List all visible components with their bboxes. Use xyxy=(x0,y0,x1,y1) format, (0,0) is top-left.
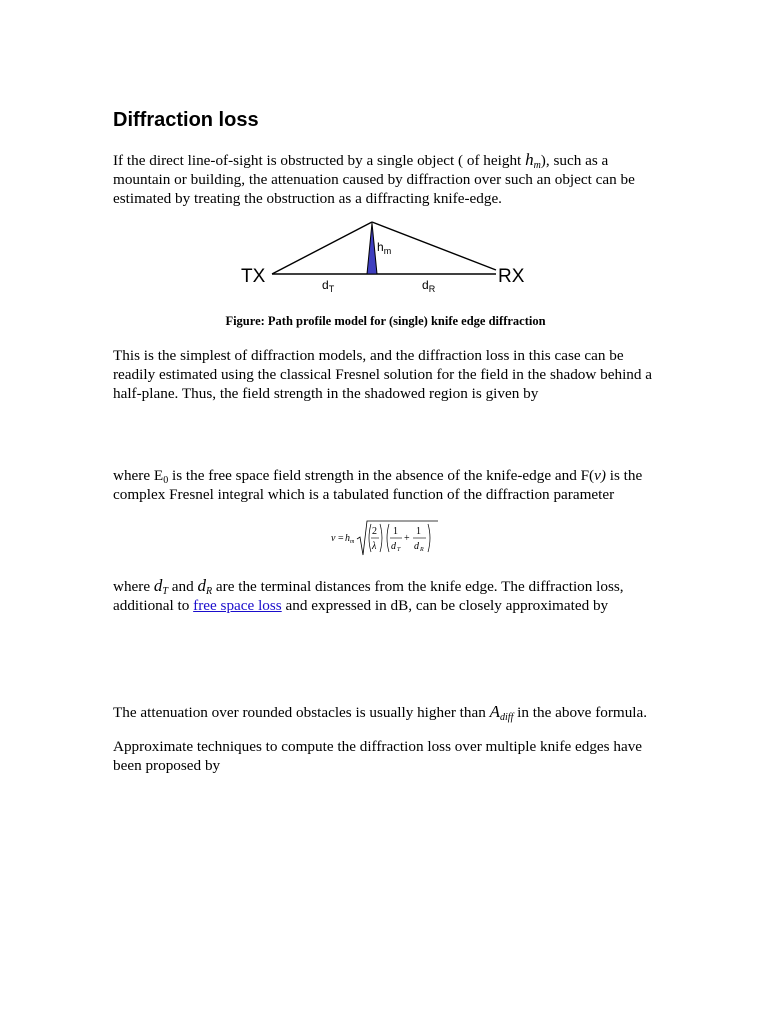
diffraction-parameter-formula xyxy=(330,518,442,558)
formula-two: 2 xyxy=(372,526,377,537)
figure-caption: Figure: Path profile model for (single) knife edge diffraction xyxy=(225,314,546,328)
formula-d-r: d xyxy=(414,541,419,552)
a-diff-symbol: A xyxy=(489,702,501,721)
dr-label: $d_R$ xyxy=(422,278,436,294)
formula-equals: = xyxy=(338,533,344,544)
intro-text-before: If the direct line-of-sight is obstructed by a single object ( of height xyxy=(113,152,526,169)
formula-h: h xyxy=(345,533,350,544)
height-symbol-subscript: m xyxy=(533,160,541,171)
fresnel-paragraph: This is the simplest of diffraction models, and the diffraction loss in this case can be readily estimated using the classical Fresnel solution for the field in the shadow behind a half-plane. Thus, the field strength in the shadowed region is given by xyxy=(113,347,653,402)
height-label: $h_m$ xyxy=(377,240,392,256)
terminal-distance-paragraph: where $d_T$ and $d_R$ are the terminal distances from the knife edge. The diffraction loss, additional to free space loss and expressed in dB, can be closely approximated by xyxy=(113,576,624,614)
knife-edge-obstacle xyxy=(367,223,377,274)
formula-plus: + xyxy=(404,533,410,544)
multiple-knife-edges-paragraph: Approximate techniques to compute the diffraction loss over multiple knife edges have been proposed by xyxy=(113,738,643,774)
formula-lambda: λ xyxy=(372,541,377,552)
intro-paragraph xyxy=(113,150,658,208)
dt-label: $d_T$ xyxy=(322,278,335,294)
knife-edge-diagram xyxy=(238,218,538,300)
height-symbol: h xyxy=(525,150,534,169)
intro-text-after: ), such as a mountain or building, the attenuation caused by diffraction over such an object can be estimated by treating the obstruction as a diffracting knife-edge. xyxy=(113,152,635,207)
formula-d-t-sub: T xyxy=(397,547,401,553)
tx-ray-line xyxy=(272,222,372,274)
free-space-loss-link[interactable]: free space loss xyxy=(193,597,282,614)
tx-label: TX xyxy=(241,266,266,287)
formula-nu: v xyxy=(331,533,336,544)
formula-graphic xyxy=(330,518,442,558)
rounded-obstacles-paragraph: The attenuation over rounded obstacles is usually higher than $A_{diff}$ in the above formula. xyxy=(113,702,648,723)
formula-h-sub: m xyxy=(350,539,355,545)
formula-d-t: d xyxy=(391,541,396,552)
section-heading: Diffraction loss xyxy=(113,109,259,131)
nu-symbol: v) xyxy=(594,467,606,484)
formula-one-b: 1 xyxy=(416,526,421,537)
rx-label: RX xyxy=(498,266,525,287)
field-strength-paragraph: where $E_0$ is the free space field strength in the absence of the knife-edge and F(v) is the complex Fresnel integral which is a tabulated function of the diffraction parameter xyxy=(113,467,643,503)
formula-one-a: 1 xyxy=(393,526,398,537)
formula-d-r-sub: R xyxy=(420,547,424,553)
knife-edge-figure xyxy=(238,218,538,300)
